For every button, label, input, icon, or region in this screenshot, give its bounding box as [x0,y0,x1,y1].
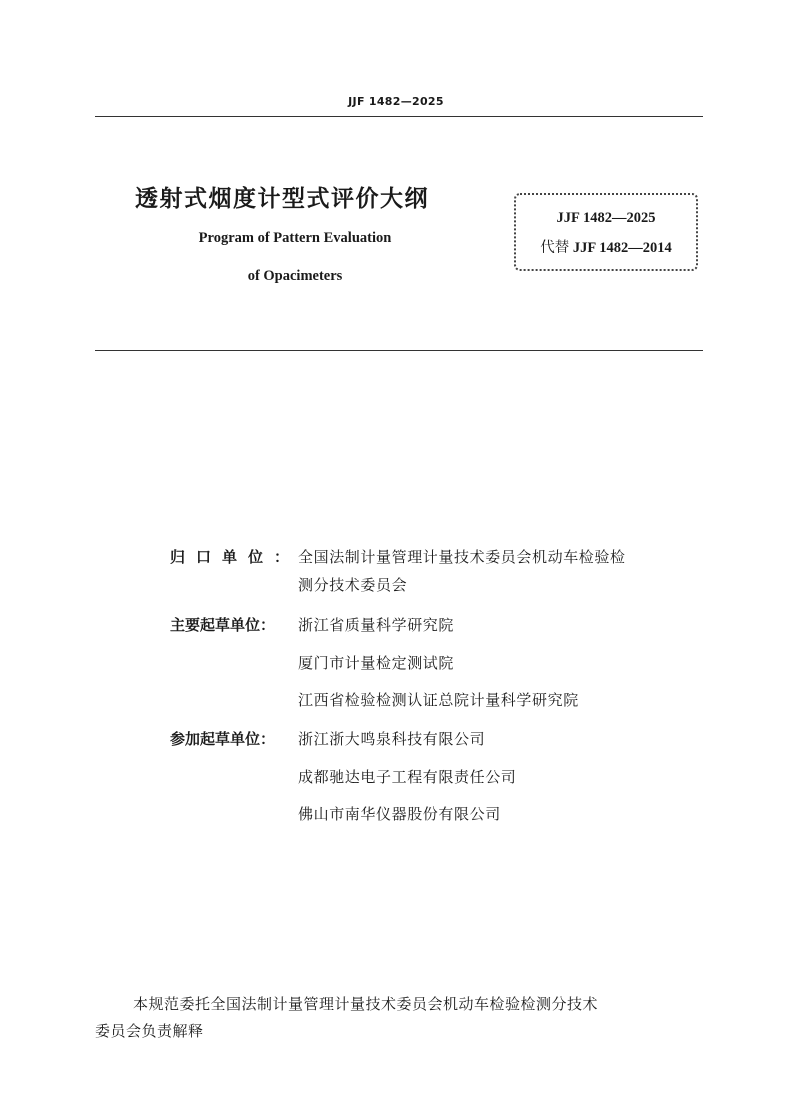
code-box-code: JJF 1482—2025 [556,210,656,226]
main-drafting-label-colon: ： [260,616,276,634]
responsible-unit-label [170,546,296,567]
main-drafting-item: 江西省检验检测认证总院计量科学研究院 [298,691,579,709]
participating-item: 浙江浙大鸣泉科技有限公司 [298,730,486,748]
document-code-header: JJF 1482—2025 [348,95,444,108]
responsible-unit-line1: 全国法制计量管理计量技术委员会机动车检验检 [298,548,626,566]
interpretation-note [95,991,705,1045]
participating-item: 佛山市南华仪器股份有限公司 [298,805,501,823]
participating-item: 成都驰达电子工程有限责任公司 [298,768,517,786]
code-box-replaces [516,236,696,257]
main-drafting-label [170,614,296,635]
main-drafting-label-text: 主要起草单位 [170,616,261,634]
interpretation-note-line2: 委员会负责解释 [95,1022,204,1040]
code-box [514,193,698,271]
replaces-prefix: 代替 [540,240,570,256]
middle-divider [95,350,703,351]
title-english-line1: Program of Pattern Evaluation [198,230,392,246]
responsible-label-colon: ： [274,548,290,566]
top-divider [95,116,703,117]
title-chinese: 透射式烟度计型式评价大纲 [135,186,429,212]
interpretation-note-line1: 本规范委托全国法制计量管理计量技术委员会机动车检验检测分技术 [133,995,599,1013]
main-drafting-item: 厦门市计量检定测试院 [298,654,455,672]
main-drafting-item: 浙江省质量科学研究院 [298,616,455,634]
replaces-code: JJF 1482—2014 [572,240,672,256]
participating-label-colon: ： [260,730,276,748]
responsible-unit-line2: 测分技术委员会 [298,576,408,594]
responsible-label-text: 归口单位 [170,548,275,566]
participating-label [170,728,296,749]
participating-label-text: 参加起草单位 [170,730,261,748]
title-english-line2: of Opacimeters [247,268,343,284]
